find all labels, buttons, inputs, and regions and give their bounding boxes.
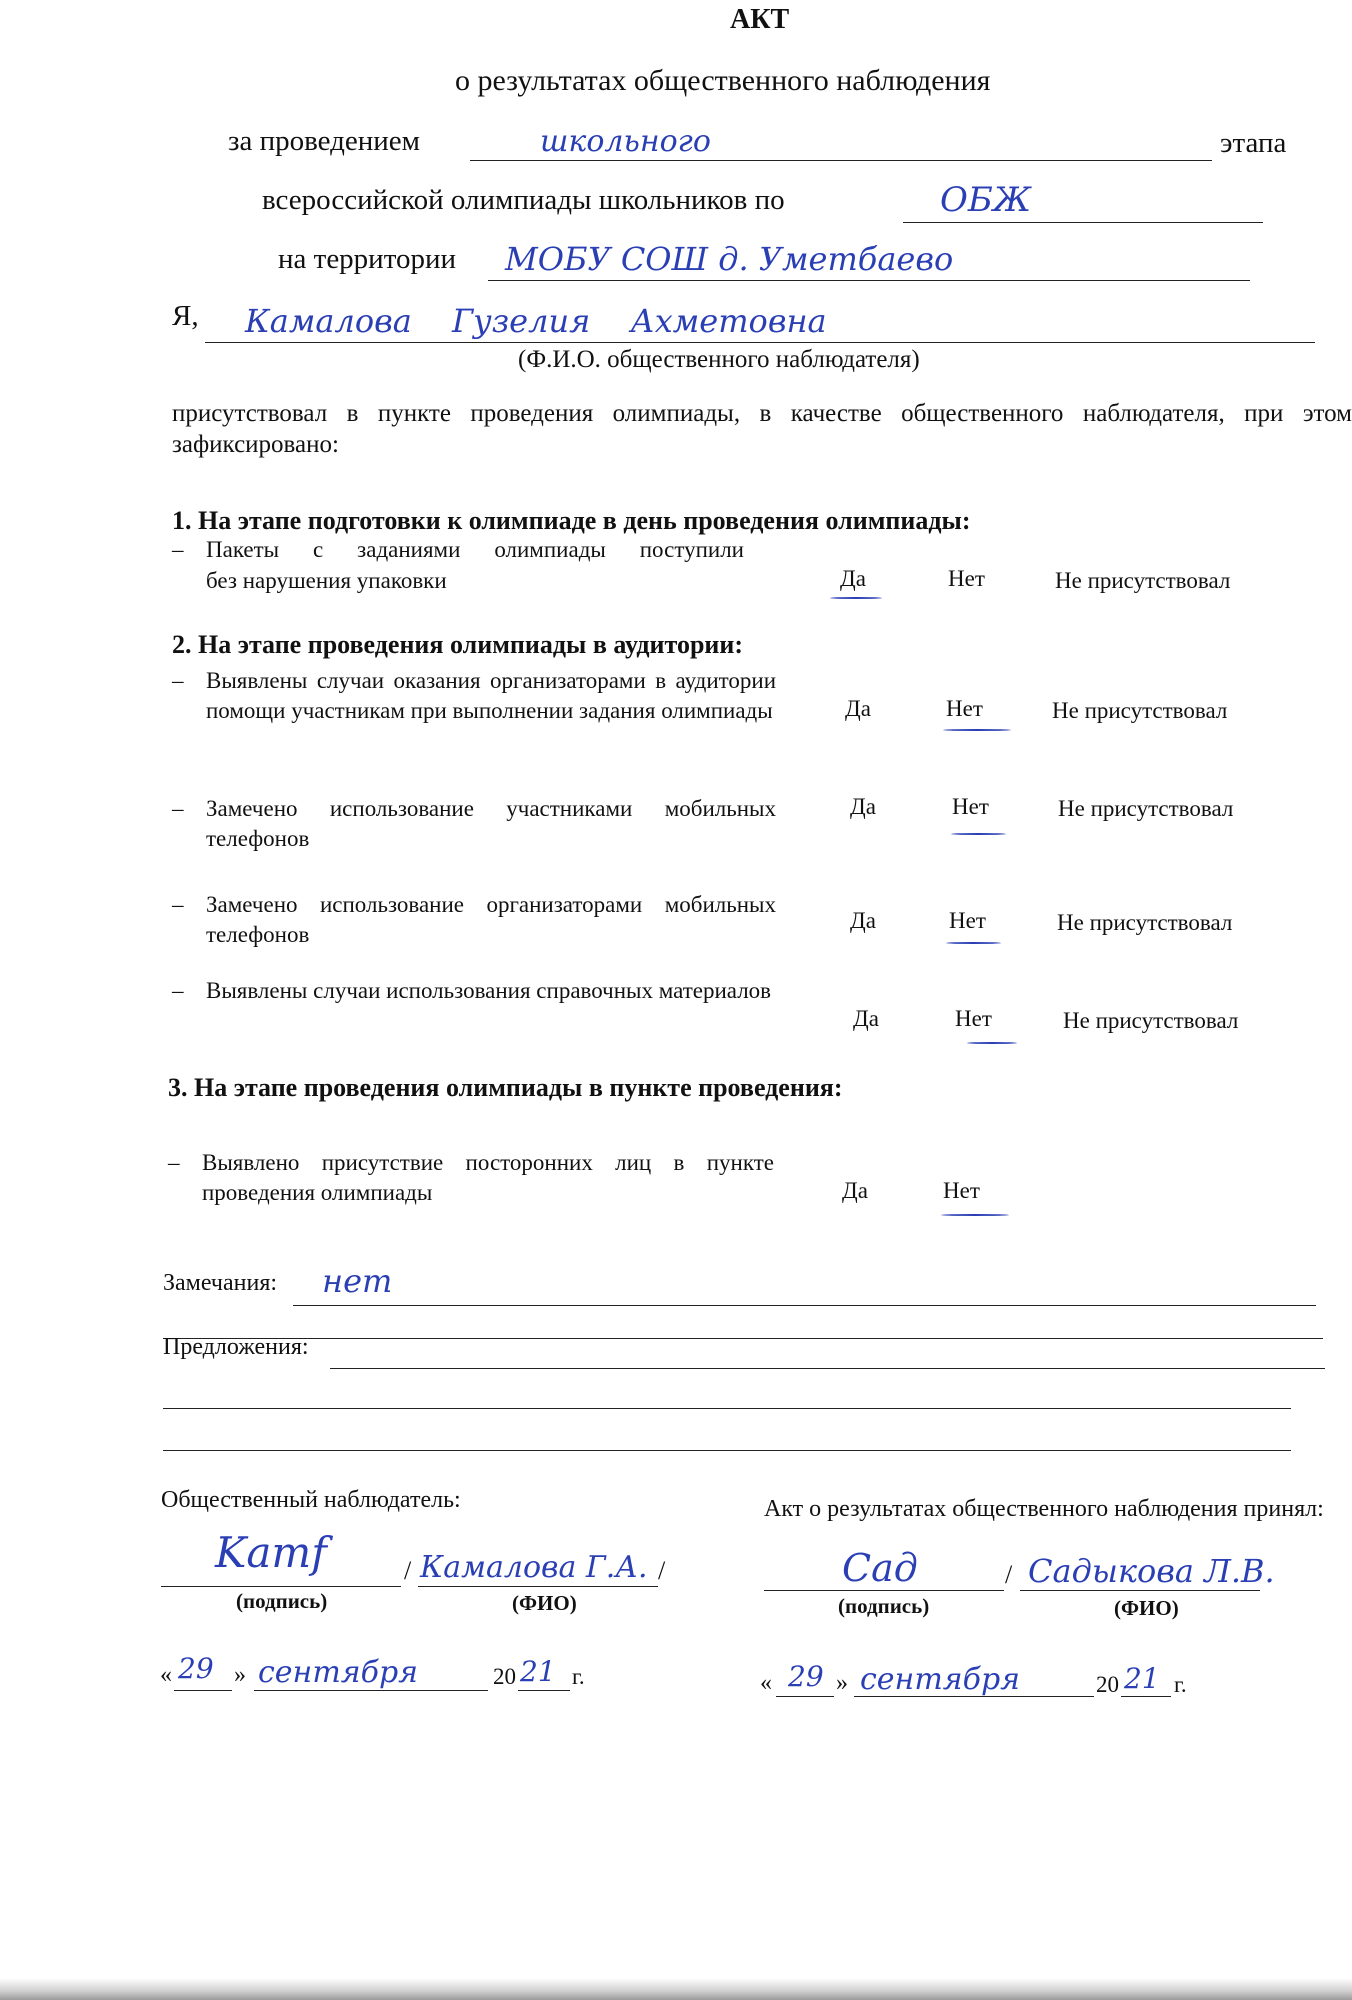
s1-option-absent[interactable]: Не присутствовал [1055,568,1231,593]
remarks-handwritten: нет [322,1262,393,1300]
section3-heading: 3. На этапе проведения олимпиады в пункте проведения: [168,1073,843,1102]
s1-option-yes[interactable]: Да [840,566,866,591]
s2-item-1-dash: – [172,668,184,693]
proposals-line-3 [163,1450,1291,1451]
section2-heading: 2. На этапе проведения олимпиады в аудитории: [172,630,744,659]
receiver-date-close: » [836,1670,848,1696]
s2-item-2-dash: – [172,796,184,821]
s2-item-1-text: Выявлены случаи оказания организаторами в аудитории помощи участникам при выполнении задания олимпиады [206,668,776,723]
s2-item-1 [172,666,782,761]
observer-year-line [518,1690,570,1691]
receiver-month-line [854,1696,1094,1697]
s2-1-option-yes[interactable]: Да [845,696,871,721]
s2-item-4-dash: – [172,978,184,1003]
document-title: АКТ [730,4,790,35]
s3-item-1 [168,1148,778,1210]
s2-3-option-no[interactable]: Нет [949,908,986,933]
section1-item-dash: – [172,537,184,562]
receiver-date-g: г. [1174,1672,1187,1697]
observer-handwritten: Камалова Гузелия Ахметовна [245,302,827,340]
s2-3-no-mark [946,942,1001,944]
s2-item-3-text: Замечено использование организаторами мобильных телефонов [206,892,776,947]
observer-date-day: 29 [178,1652,214,1685]
intro-text: присутствовал в пункте проведения олимпиады, в качестве общественного наблюдателя, при этом зафиксировано: [172,400,1352,458]
receiver-day-line [776,1696,834,1697]
s2-3-option-yes[interactable]: Да [850,908,876,933]
observer-underline [205,342,1315,343]
receiver-year-suffix: 21 [1124,1662,1160,1695]
s3-item-1-dash: – [168,1150,180,1175]
s2-1-option-absent[interactable]: Не присутствовал [1052,698,1228,723]
receiver-date-open: « [760,1670,772,1696]
observer-year-prefix: 20 [493,1664,516,1689]
observer-signature-label: (подпись) [236,1589,328,1613]
observer-slash-2: / [658,1556,666,1585]
s3-item-1-text: Выявлено присутствие посторонних лиц в пункте проведения олимпиады [202,1150,774,1205]
territory-prefix: на территории [278,243,457,275]
olympiad-handwritten: ОБЖ [940,180,1032,220]
s2-item-2 [172,794,782,856]
olympiad-underline [903,222,1263,223]
receiver-slash-1: / [1005,1560,1013,1589]
scan-bottom-edge [0,1978,1352,2000]
observer-date-close: » [234,1662,246,1688]
section1-heading: 1. На этапе подготовки к олимпиаде в день проведения олимпиады: [172,506,971,535]
receiver-name-handwritten: Садыкова Л.В. [1028,1552,1275,1590]
s2-4-option-yes[interactable]: Да [853,1006,879,1031]
remarks-extra-line [163,1338,1323,1339]
observer-signature: Kamf [215,1528,327,1577]
s3-no-mark [941,1214,1009,1216]
receiver-date-day: 29 [788,1660,824,1693]
s2-item-3-dash: – [172,892,184,917]
section1-item-line1: Пакеты с заданиями олимпиады поступили [206,537,744,562]
observer-signature-line [161,1586,401,1587]
observer-year-suffix: 21 [520,1655,556,1688]
s2-item-4 [172,976,782,1038]
receiver-signature-label: (подпись) [838,1594,930,1618]
document-subtitle: о результатах общественного наблюдения [455,64,991,97]
s2-item-4-text: Выявлены случаи использования справочных материалов [206,978,772,1003]
olympiad-prefix: всероссийской олимпиады школьников по [262,184,785,216]
receiver-name-line [1020,1590,1260,1591]
proposals-underline [330,1368,1325,1369]
receiver-date-month: сентября [860,1662,1021,1697]
remarks-label: Замечания: [163,1270,278,1296]
s1-yes-mark [830,597,882,599]
stage-suffix: этапа [1220,127,1287,159]
s2-2-option-absent[interactable]: Не присутствовал [1058,796,1234,821]
stage-handwritten: школьного [540,124,711,159]
s2-4-option-absent[interactable]: Не присутствовал [1063,1008,1239,1033]
receiver-signature: Сад [842,1546,918,1590]
s2-3-option-absent[interactable]: Не присутствовал [1057,910,1233,935]
s2-item-3 [172,890,782,952]
stage-underline [470,160,1212,161]
observer-sign-title: Общественный наблюдатель: [161,1487,461,1513]
s2-2-option-yes[interactable]: Да [850,794,876,819]
receiver-year-line [1121,1696,1171,1697]
observer-name-line [418,1586,658,1587]
receiver-signature-line [764,1590,1004,1591]
observer-day-line [174,1690,232,1691]
receiver-year-prefix: 20 [1096,1672,1119,1697]
observer-date-g: г. [572,1664,585,1689]
s3-option-yes[interactable]: Да [842,1178,868,1203]
section1-item-line2: без нарушения упаковки [206,568,447,593]
proposals-line-2 [163,1408,1291,1409]
observer-slash-1: / [404,1556,412,1585]
s2-2-no-mark [951,833,1006,835]
observer-prefix: Я, [172,300,199,332]
stage-prefix: за проведением [228,125,420,157]
observer-date-month: сентября [258,1655,419,1690]
receiver-name-label: (ФИО) [1114,1596,1179,1620]
s2-1-no-mark [943,729,1011,731]
s2-4-option-no[interactable]: Нет [955,1006,992,1031]
s2-2-option-no[interactable]: Нет [952,794,989,819]
observer-caption: (Ф.И.О. общественного наблюдателя) [518,346,920,373]
observer-name-handwritten: Камалова Г.А. [420,1550,648,1585]
s2-4-no-mark [967,1042,1017,1044]
observer-name-label: (ФИО) [512,1591,577,1615]
s3-option-no[interactable]: Нет [943,1178,980,1203]
territory-underline [488,280,1250,281]
receiver-sign-title: Акт о результатах общественного наблюдения принял: [764,1496,1324,1522]
s2-item-2-text: Замечено использование участниками мобильных телефонов [206,796,776,851]
s2-1-option-no[interactable]: Нет [946,696,983,721]
s1-option-no[interactable]: Нет [948,566,985,591]
remarks-underline [293,1305,1316,1306]
observer-month-line [254,1690,488,1691]
observer-date-open: « [160,1662,172,1688]
proposals-label: Предложения: [163,1334,309,1360]
territory-handwritten: МОБУ СОШ д. Уметбаево [505,240,954,278]
